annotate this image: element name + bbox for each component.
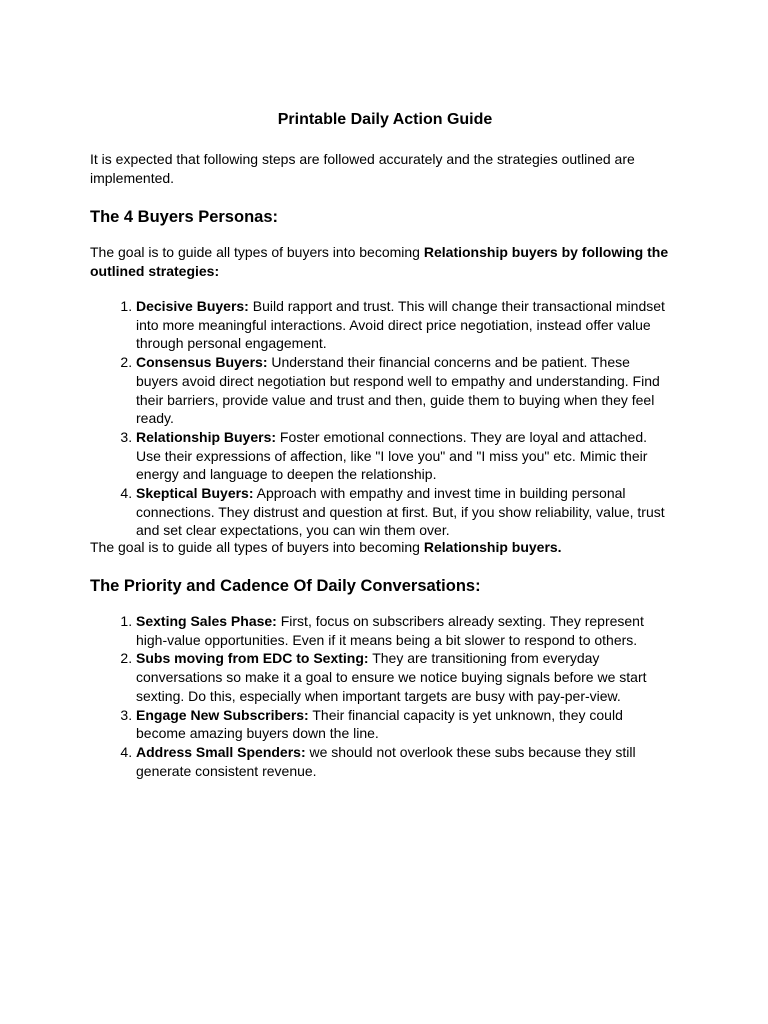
item-text: First, focus on subscribers already sexting. They represent high-value opportunities. Even if it means being a bit slower to respond to others. <box>136 613 644 648</box>
item-text: Foster emotional connections. They are loyal and attached. Use their expressions of affection, like "I love you" and "I miss you" etc. Mimic their energy and language to deepen the relationship. <box>136 428 648 483</box>
closing-text: The goal is to guide all types of buyers into becoming <box>90 539 424 555</box>
personas-goal-paragraph <box>90 243 675 281</box>
item-label: Engage New Subscribers: <box>136 706 309 723</box>
personas-closing-paragraph <box>90 538 675 557</box>
item-text: They are transitioning from everyday conversations so make it a goal to ensure we notice buying signals before we start sexting. Do this, especially when important targets are busy with pay-per-view. <box>136 650 647 704</box>
list-item-engage-new-subscribers <box>136 706 675 743</box>
goal-text: The goal is to guide all types of buyers into becoming <box>90 244 424 260</box>
section-heading-priority: The Priority and Cadence Of Daily Conversations: <box>90 577 481 595</box>
list-item-skeptical-buyers <box>136 484 675 540</box>
item-label: Subs moving from EDC to Sexting: <box>136 650 369 667</box>
goal-bold-text: Relationship buyers by following the outlined strategies: <box>90 244 669 279</box>
list-item-decisive-buyers <box>136 297 675 353</box>
item-label: Skeptical Buyers: <box>136 485 254 502</box>
item-text: we should not overlook these subs because they still generate consistent revenue. <box>136 743 636 779</box>
priority-list <box>90 612 675 780</box>
item-label: Decisive Buyers: <box>136 298 249 314</box>
document-title: Printable Daily Action Guide <box>277 111 493 128</box>
intro-paragraph: It is expected that following steps are followed accurately and the strategies outlined are implemented. <box>90 151 635 186</box>
list-item-subs-moving <box>136 649 675 705</box>
list-item-sexting-sales-phase <box>136 612 675 649</box>
list-item-consensus-buyers <box>136 353 675 428</box>
item-text: Their financial capacity is yet unknown, they could become amazing buyers down the line. <box>136 706 623 742</box>
item-label: Sexting Sales Phase: <box>136 613 277 629</box>
item-label: Relationship Buyers: <box>136 428 277 445</box>
item-text: Approach with empathy and invest time in building personal connections. They distrust and question at first. But, if you show reliability, value, trust and set clear expectations, you can win them over. <box>136 485 665 539</box>
list-item-relationship-buyers <box>136 428 675 484</box>
list-item-address-small-spenders <box>136 743 675 780</box>
item-label: Consensus Buyers: <box>136 354 268 371</box>
closing-bold-text: Relationship buyers. <box>423 539 562 555</box>
item-label: Address Small Spenders: <box>136 743 306 760</box>
item-text: Understand their financial concerns and be patient. These buyers avoid direct negotiation but respond well to empathy and understanding. Find their barriers, provide value and trust and then, guide them to buying when they feel ready. <box>136 354 660 427</box>
item-text: Build rapport and trust. This will change their transactional mindset into more meaningful interactions. Avoid direct price negotiation, instead offer value through personal engagement. <box>136 298 665 352</box>
section-heading-personas: The 4 Buyers Personas: <box>90 208 278 226</box>
personas-list <box>90 297 675 540</box>
